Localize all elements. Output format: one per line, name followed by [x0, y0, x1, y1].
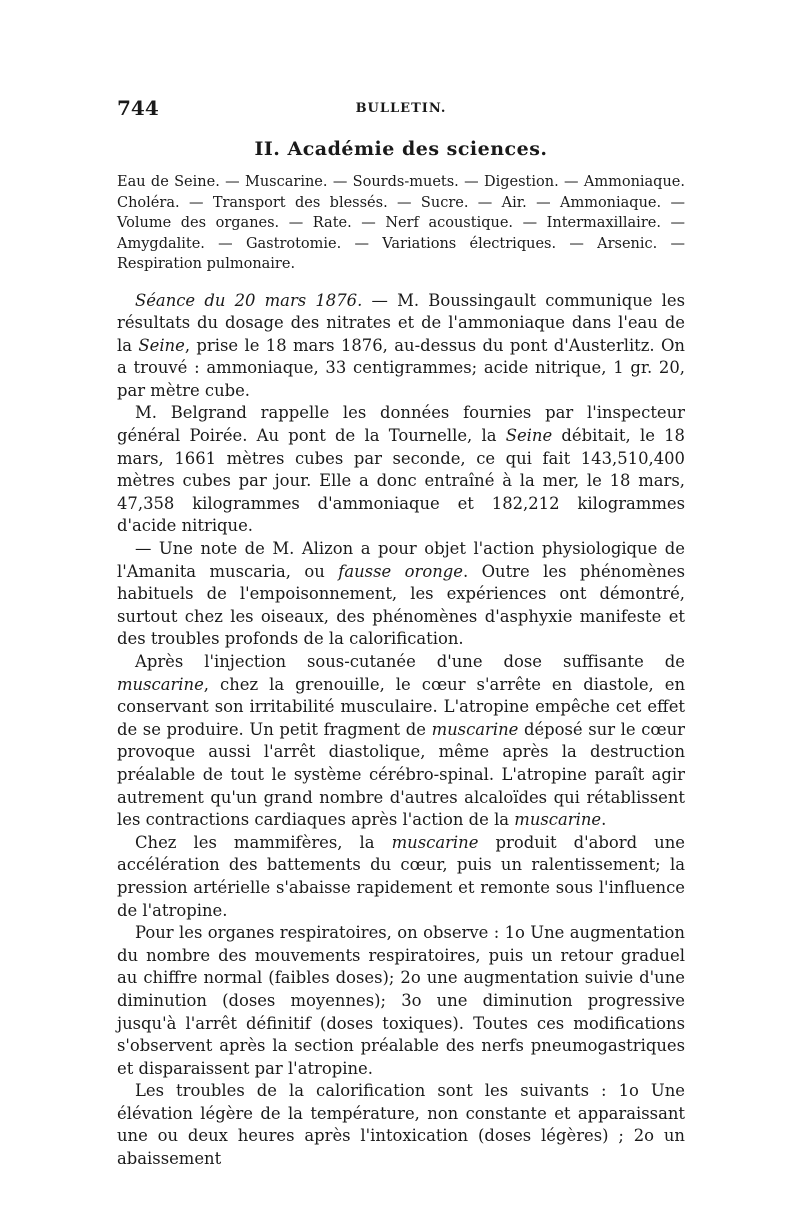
paragraph-4 — [117, 651, 685, 832]
paragraph-3-text: — Une note de M. Alizon a pour objet l'action physiologique de l'Amanita muscaria, ou — [117, 539, 685, 581]
paragraph-4-text: Après l'injection sous-cutanée d'une dose suffisante de — [135, 652, 685, 671]
paragraph-4-italic-3: muscarine — [514, 810, 602, 830]
paragraph-4-text-2: , chez la grenouille, le cœur s'arrête en diastole, en conservant son irritabilité musculaire. L'atropine empêche cet effet de se produire. Un petit fragment de — [117, 674, 685, 739]
paragraph-3 — [117, 538, 685, 651]
paragraph-2-text-2: débitait, le 18 mars, 1661 mètres cubes par seconde, ce qui fait 143,510,400 mètres cubes par jour. Elle a donc entraîné à la mer, le 18 mars, 47,358 kilogrammes d'ammoniaque et 182,212 kilogrammes d'acide nitrique. — [117, 426, 685, 536]
paragraph-2 — [117, 402, 685, 538]
page-number: 744 — [117, 96, 159, 120]
running-head: BULLETIN. — [355, 101, 447, 116]
page-header — [117, 96, 685, 128]
paragraph-5-italic: muscarine — [391, 832, 479, 852]
paragraph-5-text-2: produit d'abord une accélération des battements du cœur, puis un ralentissement; la pression artérielle s'abaisse rapidement et remonte sous l'influence de l'atropine. — [117, 832, 685, 920]
session-date: Séance du 20 mars 1876. — [135, 290, 363, 310]
paragraph-5 — [117, 832, 685, 922]
paragraph-2-river: Seine — [505, 426, 553, 446]
paragraph-6 — [117, 922, 685, 1080]
section-summary: Eau de Seine. — Muscarine. — Sourds-muets. — Digestion. — Ammoniaque. Choléra. — Transport des blessés. — Sucre. — Air. — Ammoniaque. — Volume des organes. — Rate. — Nerf acoustique. — Intermaxillaire. — Amygdalite. — Gastrotomie. — Variations électriques. — Arsenic. — Respiration pulmonaire. — [117, 174, 685, 272]
paragraph-1-river: Seine — [138, 335, 185, 355]
paragraph-4-italic-2: muscarine — [431, 719, 519, 739]
paragraph-3-italic: fausse oronge — [338, 561, 463, 581]
paragraph-5-text: Chez les mammifères, la — [135, 832, 392, 852]
paragraph-4-text-4: . — [601, 810, 607, 830]
paragraph-7-text: Les troubles de la calorification sont les suivants : 1o Une élévation légère de la température, non constante et apparaissant une ou deux heures après l'intoxication (doses légères) ; 2o un abaissement — [117, 1081, 685, 1169]
paragraph-2-text: M. Belgrand rappelle les données fournies par l'inspecteur général Poirée. Au pont de la Tournelle, la — [117, 403, 685, 446]
paragraph-1-text-2: , prise le 18 mars 1876, au-dessus du pont d'Austerlitz. On a trouvé : ammoniaque, 33 centigrammes; acide nitrique, 1 gr. 20, par mètre cube. — [117, 335, 685, 400]
paragraph-7 — [117, 1080, 685, 1170]
paragraph-4-italic-1: muscarine — [117, 674, 204, 694]
section-title: II. Académie des sciences. — [254, 138, 548, 160]
paragraph-1 — [117, 290, 685, 403]
document-page — [117, 96, 685, 1171]
paragraph-3-text-2: . Outre les phénomènes habituels de l'empoisonnement, les expériences ont démontré, surtout chez les oiseaux, des phénomènes d'asphyxie manifeste et des troubles profonds de la calorification. — [117, 561, 685, 649]
paragraph-1-text: — M. Boussingault communique les résultats du dosage des nitrates et de l'ammoniaque dans l'eau de la — [117, 290, 685, 355]
article-body — [117, 290, 685, 1171]
paragraph-4-text-3: déposé sur le cœur provoque aussi l'arrêt diastolique, même après la destruction préalable de tout le système cérébro-spinal. L'atropine paraît agir autrement qu'un grand nombre d'autres alcaloïdes qui rétablissent les contractions cardiaques après l'action de la — [117, 719, 685, 830]
paragraph-6-text: Pour les organes respiratoires, on observe : 1o Une augmentation du nombre des mouvements respiratoires, puis un retour graduel au chiffre normal (faibles doses); 2o une augmentation suivie d'une diminution (doses moyennes); 3o une diminution progressive jusqu'à l'arrêt définitif (doses toxiques). Toutes ces modifications s'observent après la section préalable des nerfs pneumogastriques et disparaissent par l'atropine. — [117, 923, 685, 1078]
